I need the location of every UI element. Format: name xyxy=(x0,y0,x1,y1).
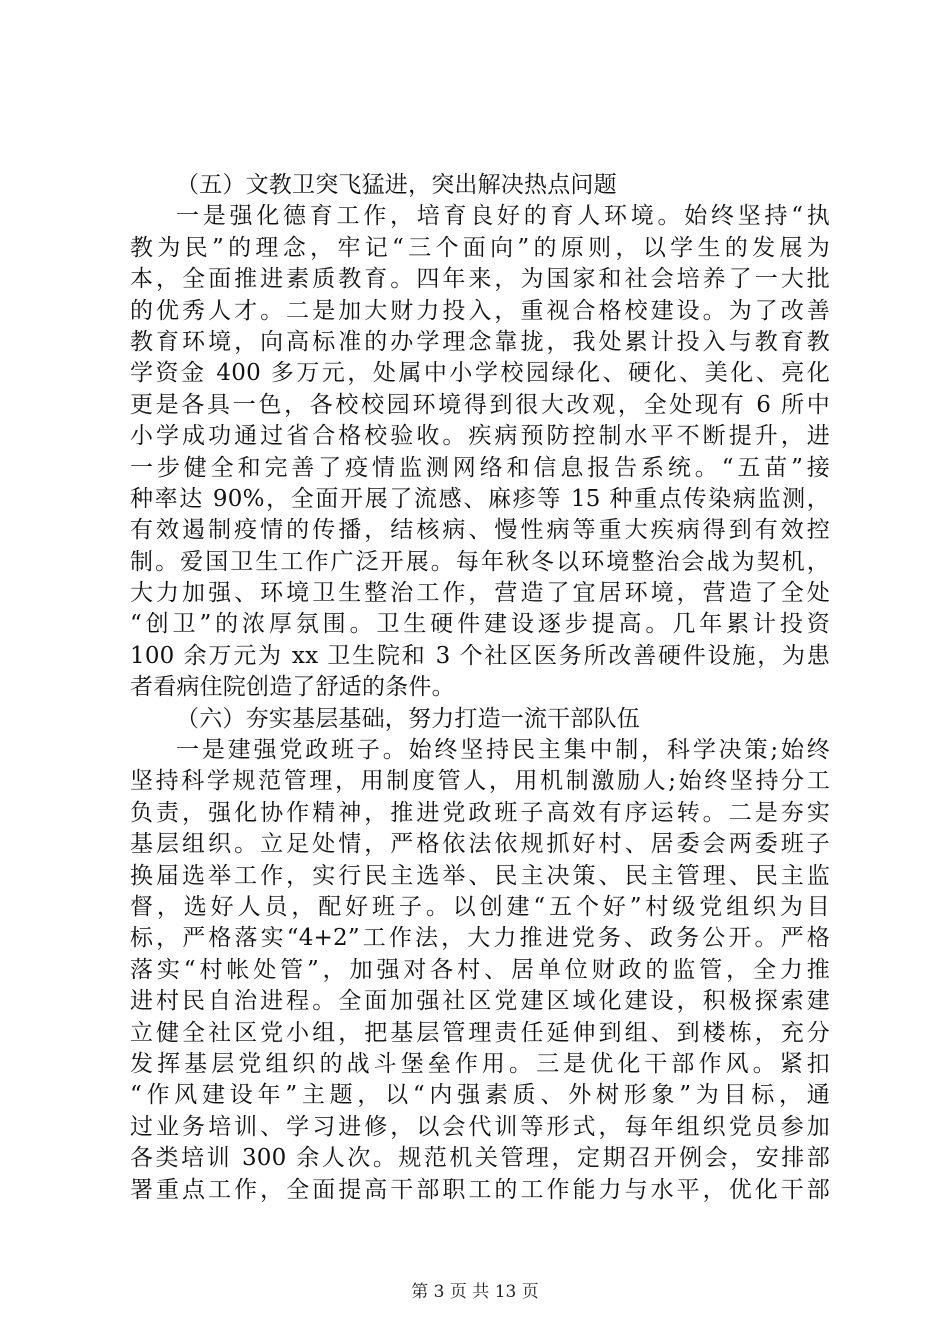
text-line: 教为民”的理念，牢记“三个面向”的原则，以学生的发展为 xyxy=(130,234,830,261)
text-line: 发挥基层党组织的战斗堡垒作用。三是优化干部作风。紧扣 xyxy=(130,1050,830,1077)
text-line: 本，全面推进素质教育。四年来，为国家和社会培养了一大批 xyxy=(130,266,830,293)
text-line: 过业务培训、学习进修，以会代训等形式，每年组织党员参加 xyxy=(130,1113,830,1140)
text-line: 坚持科学规范管理，用制度管人，用机制激励人;始终坚持分工 xyxy=(130,768,830,795)
text-line: 基层组织。立足处情，严格依法依规抓好村、居委会两委班子 xyxy=(130,831,830,858)
document-body xyxy=(130,170,830,1206)
text-line: 换届选举工作，实行民主选举、民主决策、民主管理、民主监 xyxy=(130,862,830,889)
text-line: 进村民自治进程。全面加强社区党建区域化建设，积极探索建 xyxy=(130,988,830,1015)
text-line: 教育环境，向高标准的办学理念靠拢，我处累计投入与教育教 xyxy=(130,328,830,355)
text-line: 一是建强党政班子。始终坚持民主集中制，科学决策;始终 xyxy=(176,737,830,764)
text-line: “作风建设年”主题，以“内强素质、外树形象”为目标，通 xyxy=(130,1082,830,1109)
text-line: 一步健全和完善了疫情监测网络和信息报告系统。“五苗”接 xyxy=(130,454,830,481)
text-line: 有效遏制疫情的传播，结核病、慢性病等重大疾病得到有效控 xyxy=(130,517,830,544)
text-line: 小学成功通过省合格校验收。疾病预防控制水平不断提升，进 xyxy=(130,423,830,450)
text-line: 负责，强化协作精神，推进党政班子高效有序运转。二是夯实 xyxy=(130,799,830,826)
text-line: 一是强化德育工作，培育良好的育人环境。始终坚持“执 xyxy=(176,203,830,230)
text-line: 大力加强、环境卫生整治工作，营造了宜居环境，营造了全处 xyxy=(130,580,830,607)
text-line: 者看病住院创造了舒适的条件。 xyxy=(130,674,455,701)
text-line: 更是各具一色，各校校园环境得到很大改观，全处现有 6 所中 xyxy=(130,391,830,418)
text-line: “创卫”的浓厚氛围。卫生硬件建设逐步提高。几年累计投资 xyxy=(130,611,830,638)
text-line: 的优秀人才。二是加大财力投入，重视合格校建设。为了改善 xyxy=(130,297,830,324)
text-line: （六）夯实基层基础，努力打造一流干部队伍 xyxy=(176,705,640,732)
page-footer xyxy=(0,1280,950,1304)
text-line: 标，严格落实“4+2”工作法，大力推进党务、政务公开。严格 xyxy=(130,925,830,952)
text-line: 学资金 400 多万元，处属中小学校园绿化、硬化、美化、亮化 xyxy=(130,360,830,387)
text-line: 各类培训 300 余人次。规范机关管理，定期召开例会，安排部 xyxy=(130,1145,830,1172)
page-number: 第 3 页 共 13 页 xyxy=(411,1282,539,1302)
text-line: 立健全社区党小组，把基层管理责任延伸到组、到楼栋，充分 xyxy=(130,1019,830,1046)
text-line: 督，选好人员，配好班子。以创建“五个好”村级党组织为目 xyxy=(130,893,830,920)
text-line: 制。爱国卫生工作广泛开展。每年秋冬以环境整治会战为契机， xyxy=(130,548,830,575)
text-line: 署重点工作，全面提高干部职工的工作能力与水平，优化干部 xyxy=(130,1176,830,1203)
text-line: 落实“村帐处管”，加强对各村、居单位财政的监管，全力推 xyxy=(130,956,830,983)
text-line: （五）文教卫突飞猛进，突出解决热点问题 xyxy=(176,172,617,198)
text-line: 种率达 90%，全面开展了流感、麻疹等 15 种重点传染病监测， xyxy=(130,485,830,512)
text-line: 100 余万元为 xx 卫生院和 3 个社区医务所改善硬件设施，为患 xyxy=(130,642,830,669)
